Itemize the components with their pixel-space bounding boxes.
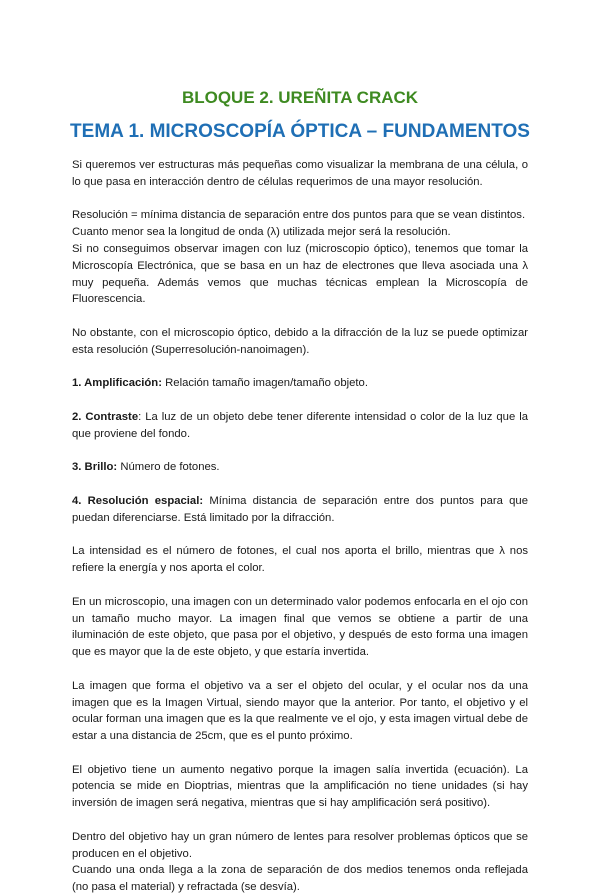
paragraph-ocular: La imagen que forma el objetivo va a ser el objeto del ocular, y el ocular nos da una imagen que es la Imagen Virtual, siendo mayor que la anterior. Por tanto, el objetivo y el ocular forman una imagen que es la que realmente ve el ojo, y esta imagen virtual debe de estar a una distancia de 25cm, que es el punto próximo. bbox=[72, 679, 528, 743]
paragraph-lenses: Dentro del objetivo hay un gran número de lentes para resolver problemas ópticos que se producen en el objetivo. bbox=[72, 830, 528, 860]
paragraph-diffraction: No obstante, con el microscopio óptico, debido a la difracción de la luz se puede optimizar esta resolución (Superresolución-nanoimagen). bbox=[72, 326, 528, 356]
paragraph-intensity: La intensidad es el número de fotones, el cual nos aporta el brillo, mientras que λ nos refiere la energía y nos aporta el color. bbox=[72, 545, 528, 575]
definition-text: : La luz de un objeto debe tener diferente intensidad o color de la luz que la que proviene del fondo. bbox=[72, 410, 528, 440]
definition-term: 2. Contraste bbox=[72, 410, 139, 423]
paragraph-resolution-definition: Resolución = mínima distancia de separación entre dos puntos para que se vean distintos. bbox=[72, 209, 526, 222]
definition-spatial-resolution bbox=[72, 493, 528, 527]
document-body bbox=[72, 157, 528, 896]
paragraph-objective-gain: El objetivo tiene un aumento negativo porque la imagen salía invertida (ecuación). La potencia se mide en Dioptrias, mientras que la amplificación no tiene unidades (si hay inversión de imagen será negativa, mientras que si hay amplificación será positivo). bbox=[72, 763, 528, 810]
paragraph-wavelength: Cuanto menor sea la longitud de onda (λ) utilizada mejor será la resolución. bbox=[72, 226, 451, 239]
definition-text: Relación tamaño imagen/tamaño objeto. bbox=[161, 377, 368, 390]
paragraph-microscope-image: En un microscopio, una imagen con un determinado valor podemos enfocarla en el ojo con un tamaño mucho mayor. La imagen final que vemos se obtiene a partir de una iluminación de este objeto, que pasa por el objetivo, y después de esto forma una imagen que es mayor que la de este objeto, y que estaría invertida. bbox=[72, 595, 528, 659]
definition-term: 3. Brillo: bbox=[72, 461, 118, 474]
definition-amplification bbox=[72, 375, 528, 392]
paragraph-intro: Si queremos ver estructuras más pequeñas como visualizar la membrana de una célula, o lo que pasa en interacción dentro de células requerimos de una mayor resolución. bbox=[72, 159, 528, 188]
paragraph-electron-microscopy: Si no conseguimos observar imagen con luz (microscopio óptico), tenemos que tomar la Microscopía Electrónica, que se basa en un haz de electrones que lleva asociada una λ muy pequeña. Además vemos que muchas técnicas emplean la Microscopía de Fluorescencia. bbox=[72, 242, 528, 306]
definition-contrast bbox=[72, 409, 528, 443]
definition-term: 4. Resolución espacial: bbox=[72, 494, 204, 507]
definition-brightness bbox=[72, 459, 528, 476]
block-title: BLOQUE 2. UREÑITA CRACK bbox=[181, 88, 419, 107]
definition-term: 1. Amplificación: bbox=[72, 377, 162, 390]
definition-text: Mínima distancia de separación entre dos puntos para que puedan diferenciarse. Está limitado por la difracción. bbox=[72, 494, 528, 524]
paragraph-wave-reflection: Cuando una onda llega a la zona de separación de dos medios tenemos onda reflejada (no pasa el material) y refractada (se desvía). bbox=[72, 864, 528, 894]
definition-text: Número de fotones. bbox=[117, 461, 220, 474]
topic-title: TEMA 1. MICROSCOPÍA ÓPTICA – FUNDAMENTOS bbox=[70, 121, 530, 142]
